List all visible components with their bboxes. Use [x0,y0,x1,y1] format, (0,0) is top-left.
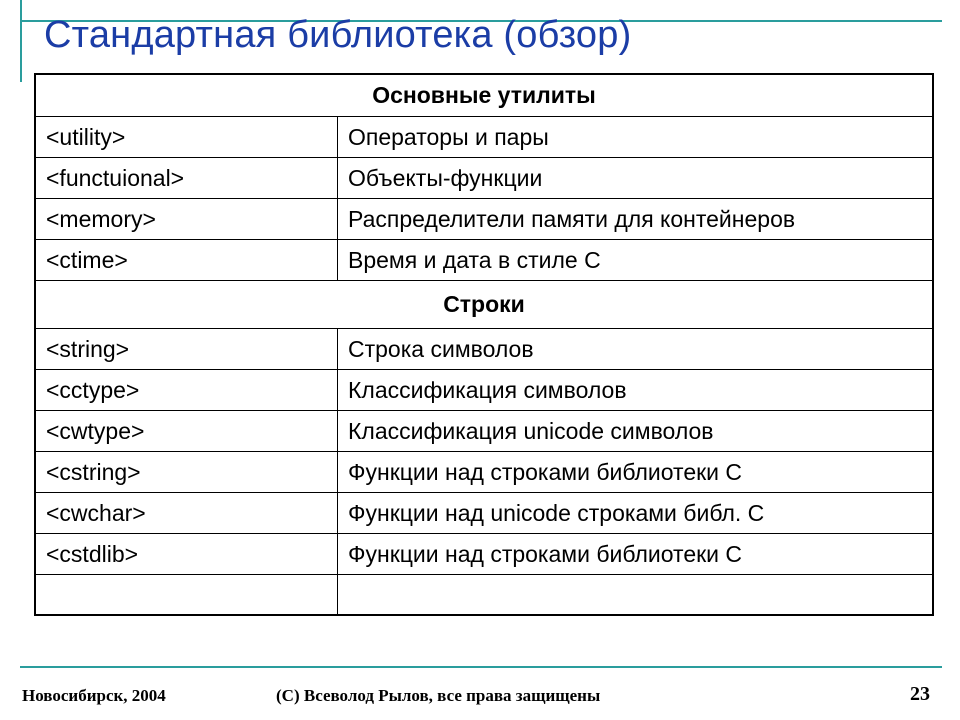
header-name-cell: <cwtype> [35,411,338,452]
header-name-cell: <cstring> [35,452,338,493]
decorative-bottom-line [20,666,942,668]
footer-city-year: Новосибирск, 2004 [22,686,166,705]
description-cell: Функции над строками библиотеки С [338,534,934,575]
description-cell: Объекты-функции [338,158,934,199]
section-header-row [35,74,933,117]
header-name-cell: <cctype> [35,370,338,411]
section-header-row [35,281,933,329]
table-row [35,452,933,493]
table-row [35,493,933,534]
header-name-cell: <functuional> [35,158,338,199]
table-row [35,240,933,281]
header-name-cell: <memory> [35,199,338,240]
page-number: 23 [910,683,930,705]
description-cell: Строка символов [338,329,934,370]
description-cell: Операторы и пары [338,117,934,158]
slide-title: Стандартная библиотека (обзор) [44,14,632,56]
table-row [35,534,933,575]
description-cell: Функции над unicode строками библ. С [338,493,934,534]
table-row [35,411,933,452]
header-name-cell: <string> [35,329,338,370]
library-table [34,73,934,616]
description-cell: Распределители памяти для контейнеров [338,199,934,240]
table-row [35,117,933,158]
description-cell: Классификация символов [338,370,934,411]
table-row [35,370,933,411]
empty-table-row [35,575,933,616]
empty-cell [338,575,934,616]
decorative-vertical-line [20,0,22,82]
section-heading: Строки [35,281,933,329]
table-row [35,158,933,199]
header-name-cell: <cwchar> [35,493,338,534]
empty-cell [35,575,338,616]
description-cell: Время и дата в стиле С [338,240,934,281]
header-name-cell: <ctime> [35,240,338,281]
header-name-cell: <cstdlib> [35,534,338,575]
footer-copyright: (С) Всеволод Рылов, все права защищены [276,686,601,705]
header-name-cell: <utility> [35,117,338,158]
section-heading: Основные утилиты [35,74,933,117]
description-cell: Функции над строками библиотеки С [338,452,934,493]
description-cell: Классификация unicode символов [338,411,934,452]
table-row [35,329,933,370]
table-row [35,199,933,240]
